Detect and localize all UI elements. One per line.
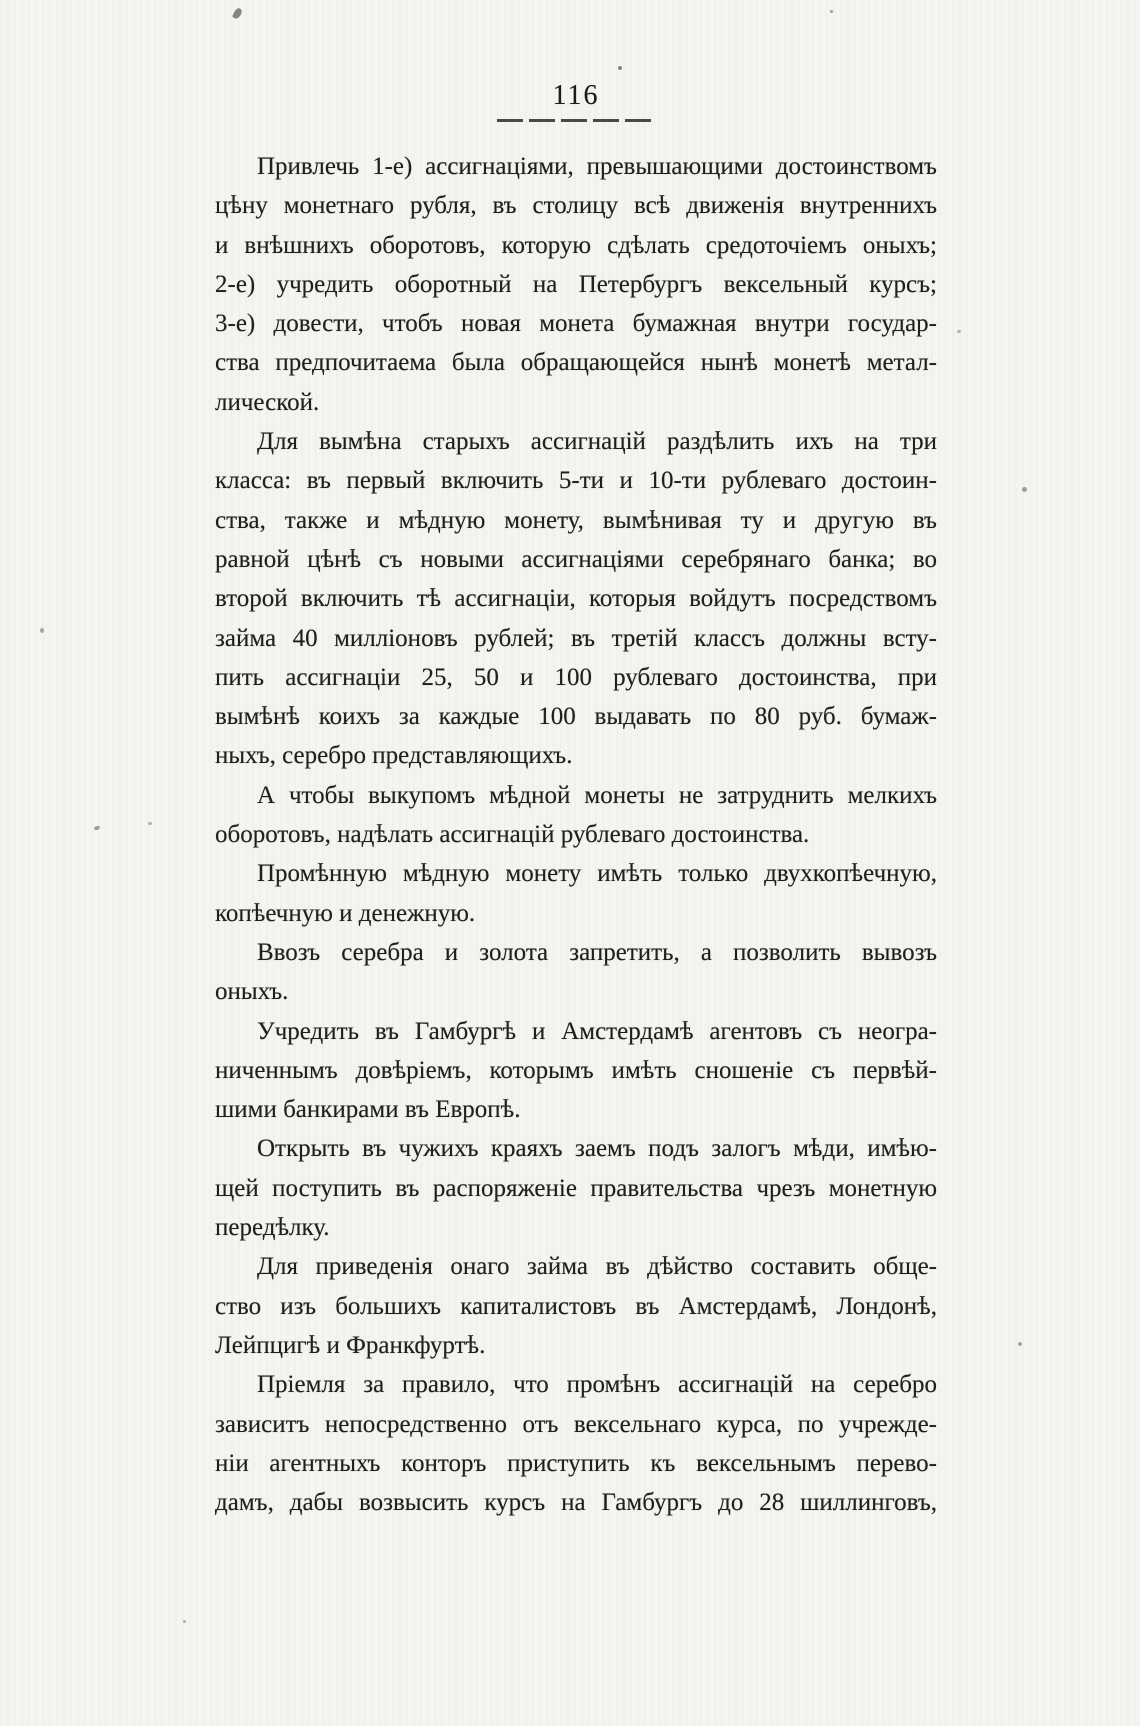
ink-speck: [93, 825, 100, 831]
page-number-rule: [497, 119, 655, 122]
text-line: второй включить тѣ ассигнаціи, которыя войдутъ посредствомъ: [215, 585, 937, 613]
ink-speck: [40, 628, 44, 633]
text-line: вымѣнѣ коихъ за каждые 100 выдавать по 80 руб. бумаж-: [215, 703, 937, 731]
ink-speck: [618, 66, 622, 70]
text-line: щей поступить въ распоряженіе правительства чрезъ монетную: [215, 1174, 937, 1202]
text-line: класса: въ первый включить 5-ти и 10-ти рублеваго достоин-: [215, 467, 937, 495]
text-line: Учредить въ Гамбургѣ и Амстердамѣ агентовъ съ неогра-: [257, 1017, 937, 1045]
text-line: ства, также и мѣдную монету, вымѣнивая ту и другую въ: [215, 506, 937, 534]
ink-speck: [957, 330, 961, 333]
text-line: оныхъ.: [215, 978, 289, 1006]
text-line: дамъ, дабы возвысить курсъ на Гамбургъ до 28 шиллинговъ,: [215, 1489, 937, 1517]
text-line: ство изъ большихъ капиталистовъ въ Амстердамѣ, Лондонѣ,: [215, 1292, 937, 1320]
text-line: А чтобы выкупомъ мѣдной монеты не затруднить мелкихъ: [257, 781, 937, 809]
body-text: [215, 147, 937, 1522]
text-line: ніи агентныхъ конторъ приступить къ вексельнымъ перево-: [215, 1449, 937, 1477]
text-line: цѣну монетнаго рубля, въ столицу всѣ движенія внутреннихъ: [215, 192, 937, 220]
text-line: ства предпочитаема была обращающейся нынѣ монетѣ метал-: [215, 349, 937, 377]
ink-speck: [830, 10, 833, 13]
text-line: Пріемля за правило, что промѣнъ ассигнацій на серебро: [257, 1371, 937, 1399]
ink-speck: [183, 1620, 186, 1623]
ink-speck: [1018, 1342, 1022, 1346]
text-line: равной цѣнѣ съ новыми ассигнаціями серебрянаго банка; во: [215, 545, 937, 573]
text-line: Ввозъ серебра и золота запретить, а позволить вывозъ: [257, 938, 937, 966]
text-line: 3-е) довести, чтобъ новая монета бумажная внутри государ-: [215, 310, 937, 338]
ink-speck: [148, 822, 152, 825]
text-line: 2-е) учредить оборотный на Петербургъ вексельный курсъ;: [215, 270, 937, 298]
ink-speck: [1022, 487, 1027, 492]
text-line: копѣечную и денежную.: [215, 899, 476, 927]
text-line: Привлечь 1-е) ассигнаціями, превышающими достоинствомъ: [257, 153, 937, 180]
text-line: зависитъ непосредственно отъ вексельнаго курса, по учрежде-: [215, 1410, 937, 1438]
text-line: передѣлку.: [215, 1214, 330, 1242]
page-number: 116: [552, 80, 600, 111]
text-line: займа 40 милліоновъ рублей; въ третій классъ должны всту-: [215, 624, 937, 652]
text-line: Для приведенія онаго займа въ дѣйство составить обще-: [257, 1253, 937, 1281]
text-line: оборотовъ, надѣлать ассигнацій рублеваго достоинства.: [215, 821, 810, 849]
text-line: шими банкирами въ Европѣ.: [215, 1096, 521, 1124]
text-line: ныхъ, серебро представляющихъ.: [215, 742, 573, 770]
text-line: ниченнымъ довѣріемъ, которымъ имѣть сношеніе съ первѣй-: [215, 1056, 937, 1084]
text-line: пить ассигнаціи 25, 50 и 100 рублеваго достоинства, при: [215, 663, 937, 691]
text-line: Промѣнную мѣдную монету имѣть только двухкопѣечную,: [257, 860, 937, 888]
ink-speck: [232, 7, 243, 20]
text-line: Для вымѣна старыхъ ассигнацій раздѣлить ихъ на три: [257, 428, 937, 456]
text-line: Открыть въ чужихъ краяхъ заемъ подъ залогъ мѣди, имѣю-: [257, 1135, 937, 1163]
text-line: лической.: [215, 388, 320, 416]
text-line: и внѣшнихъ оборотовъ, которую сдѣлать средоточіемъ оныхъ;: [215, 231, 937, 259]
page-header: [215, 80, 937, 122]
text-line: Лейпцигѣ и Франкфуртѣ.: [215, 1331, 486, 1359]
